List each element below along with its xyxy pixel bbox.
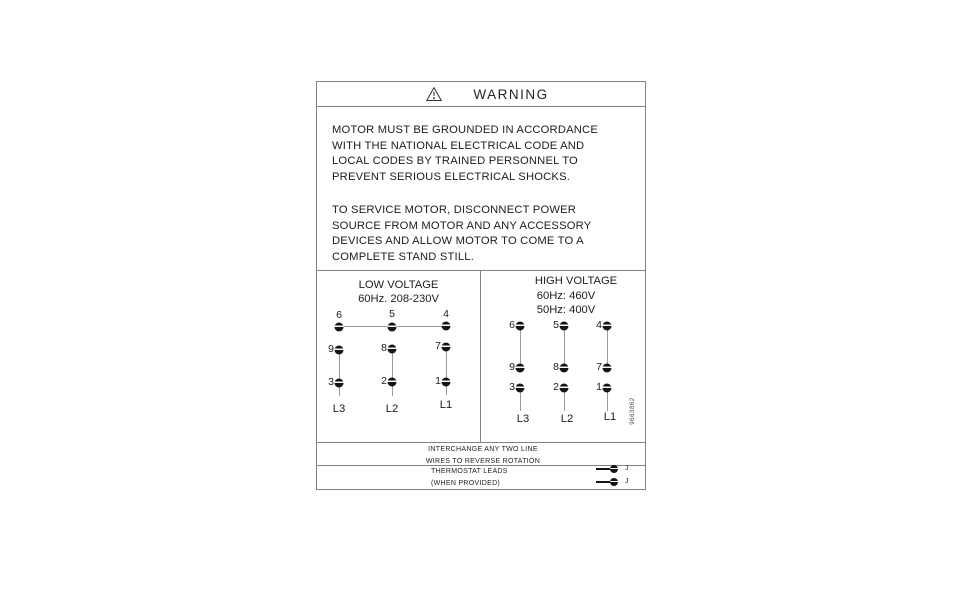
warning-p2-line3: DEVICES AND ALLOW MOTOR TO COME TO A (332, 235, 584, 248)
high-voltage-diagram (481, 271, 645, 443)
terminal-label-low-9: 9 (328, 343, 334, 355)
terminal-label-high-3: 3 (509, 381, 515, 393)
terminal-label-high-2: 2 (553, 381, 559, 393)
terminal-label-high-6: 6 (509, 319, 515, 331)
warning-p1-line4: PREVENT SERIOUS ELECTRICAL SHOCKS. (332, 171, 571, 184)
terminal-label-high-5: 5 (553, 319, 559, 331)
terminal-label-low-6: 6 (336, 309, 342, 321)
high-voltage-freq-50: 50Hz: 400V (536, 304, 596, 316)
terminal-label-low-8: 8 (381, 342, 387, 354)
connector-line-9-3 (339, 350, 340, 396)
thermostat-lead-dot-1 (610, 465, 618, 473)
terminal-label-low-3: 3 (328, 376, 334, 388)
warning-p1-line1: MOTOR MUST BE GROUNDED IN ACCORDANCE (332, 124, 598, 136)
thermostat-lead-label-2: J (625, 478, 629, 485)
terminal-label-low-1: 1 (435, 375, 441, 387)
terminal-dot-high-9 (516, 364, 525, 373)
terminal-dot-high-7 (603, 364, 612, 373)
terminal-label-high-7: 7 (596, 361, 602, 373)
connector-line-8-2 (392, 349, 393, 396)
footer-notes (317, 442, 645, 489)
warning-body (332, 106, 639, 266)
terminal-label-low-7: 7 (435, 340, 441, 352)
terminal-dot-high-6 (516, 322, 525, 331)
warning-p1-line2: WITH THE NATIONAL ELECTRICAL CODE AND (332, 139, 585, 152)
line-label-high-L1: L1 (603, 411, 617, 423)
line-label-low-L3: L3 (332, 403, 346, 415)
warning-p2-line2: SOURCE FROM MOTOR AND ANY ACCESSORY (332, 219, 592, 232)
line-label-high-L2: L2 (560, 413, 574, 425)
rotation-note-line2: WIRES TO REVERSE ROTATION (425, 458, 541, 465)
terminal-label-low-4: 4 (443, 308, 449, 320)
warning-paragraph-1 (332, 123, 639, 186)
terminal-dot-high-5 (560, 322, 569, 331)
terminal-dot-low-2 (388, 378, 397, 387)
terminal-dot-high-4 (603, 322, 612, 331)
terminal-dot-low-9 (335, 346, 344, 355)
terminal-label-high-9: 9 (509, 361, 515, 373)
warning-p1-line3: LOCAL CODES BY TRAINED PERSONNEL TO (332, 155, 578, 168)
terminal-label-low-5: 5 (389, 308, 395, 320)
thermostat-note-line1: THERMOSTAT LEADS (431, 468, 508, 475)
part-number: 9663862 (630, 397, 636, 425)
warning-paragraph-2 (332, 203, 639, 266)
rotation-note-line1: INTERCHANGE ANY TWO LINE (428, 446, 538, 453)
thermostat-lead-dot-2 (610, 478, 618, 486)
connector-line-7-1 (446, 347, 447, 395)
terminal-dot-low-6 (335, 323, 344, 332)
motor-warning-label (316, 81, 646, 490)
connector-line-6-9 (520, 326, 521, 368)
terminal-dot-low-8 (388, 345, 397, 354)
high-voltage-freq-60: 60Hz: 460V (536, 290, 596, 302)
terminal-dot-high-2 (560, 384, 569, 393)
terminal-dot-low-5 (388, 323, 397, 332)
terminal-label-low-2: 2 (381, 375, 387, 387)
terminal-label-high-1: 1 (596, 381, 602, 393)
line-label-high-L3: L3 (516, 413, 530, 425)
low-voltage-title: LOW VOLTAGE (358, 279, 439, 291)
connector-line-4-7 (607, 326, 608, 368)
terminal-label-high-8: 8 (553, 361, 559, 373)
low-voltage-subtitle: 60Hz. 208-230V (358, 293, 439, 305)
warning-p2-line1: TO SERVICE MOTOR, DISCONNECT POWER (332, 203, 577, 216)
terminal-dot-high-3 (516, 384, 525, 393)
thermostat-lead-label-1: J (625, 465, 629, 472)
warning-title: WARNING (473, 86, 549, 102)
terminal-dot-low-3 (335, 379, 344, 388)
terminal-dot-high-8 (560, 364, 569, 373)
connector-line-5-8 (564, 326, 565, 368)
terminal-dot-low-1 (442, 378, 451, 387)
terminal-dot-low-7 (442, 343, 451, 352)
warning-triangle-icon (425, 86, 443, 102)
line-label-low-L1: L1 (439, 399, 453, 411)
high-voltage-title: HIGH VOLTAGE (534, 275, 618, 287)
terminal-dot-high-1 (603, 384, 612, 393)
thermostat-note-line2: (WHEN PROVIDED) (431, 480, 501, 487)
wiring-diagrams (317, 270, 645, 443)
line-label-low-L2: L2 (385, 403, 399, 415)
warning-p2-line4: COMPLETE STAND STILL. (332, 250, 474, 263)
low-voltage-diagram (317, 271, 481, 443)
warning-header (317, 82, 645, 107)
terminal-dot-low-4 (442, 322, 451, 331)
terminal-label-high-4: 4 (596, 319, 602, 331)
